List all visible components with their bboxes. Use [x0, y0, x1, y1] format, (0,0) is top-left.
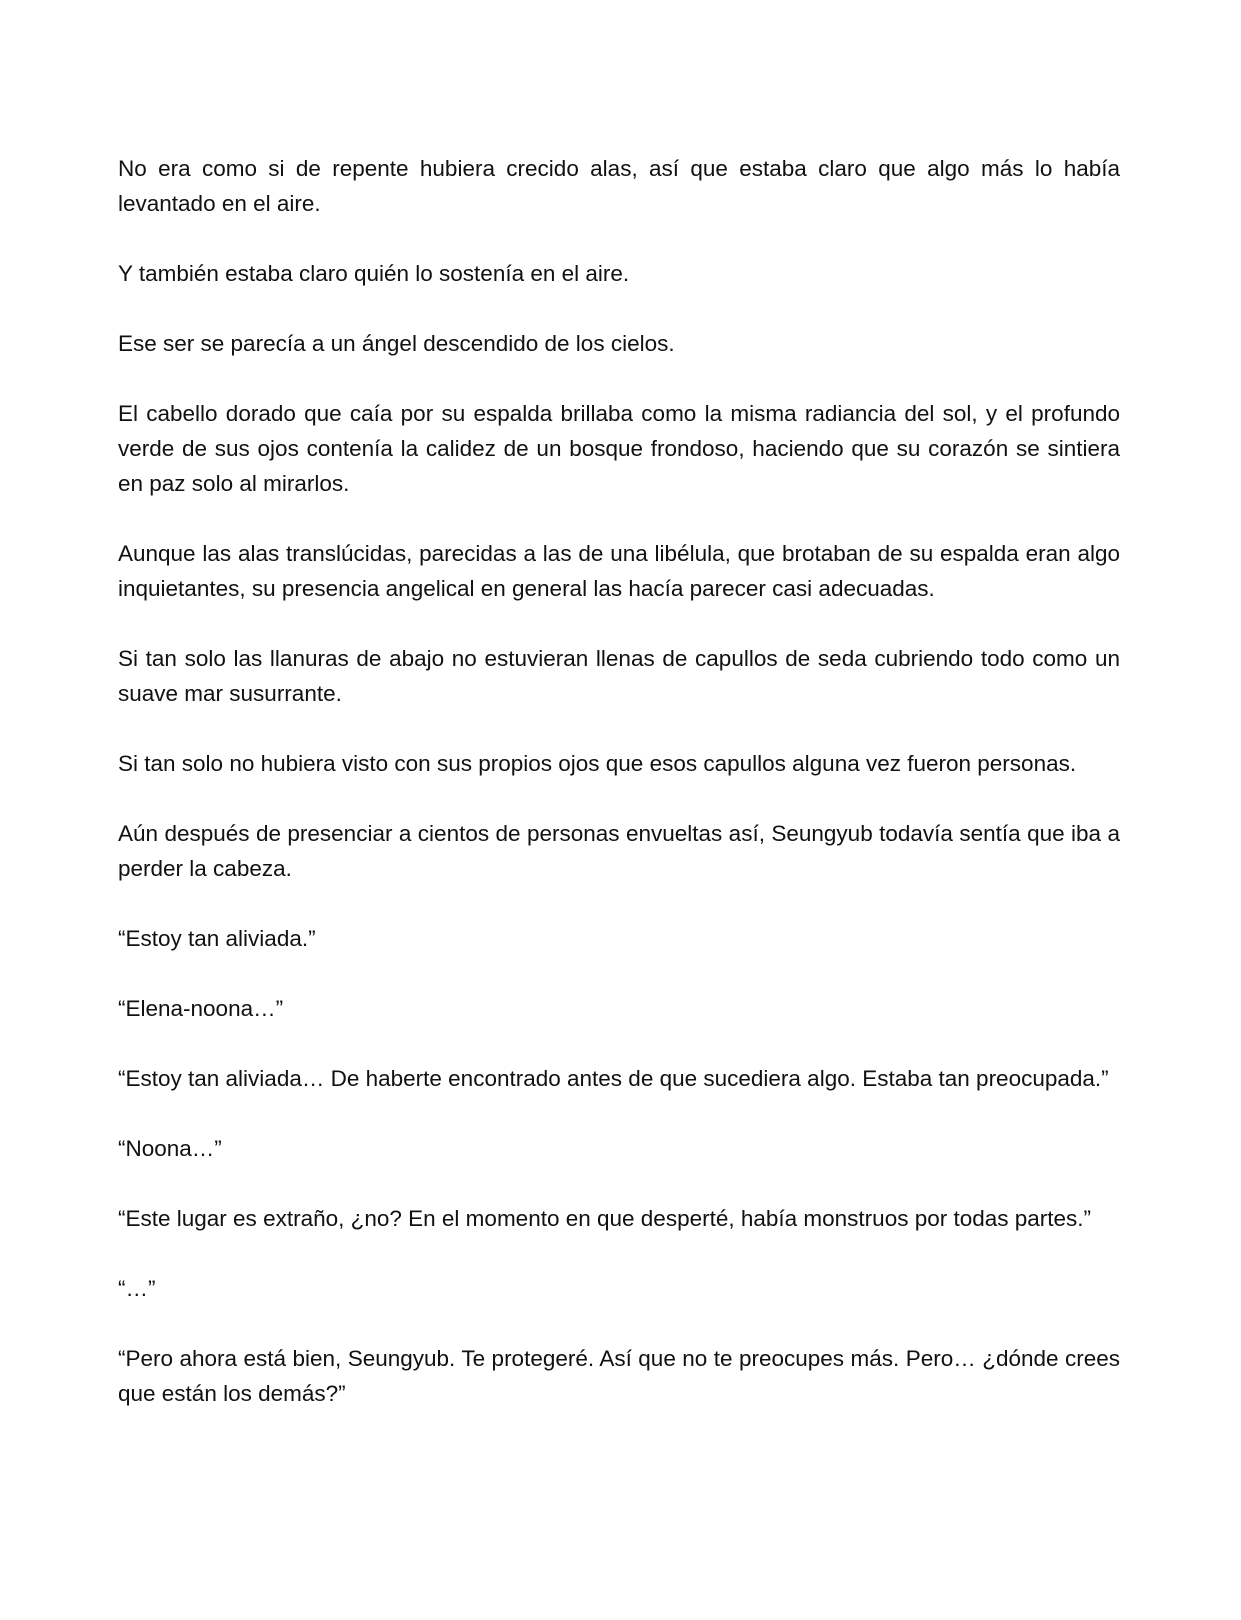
dialogue-line: “Este lugar es extraño, ¿no? En el momento en que desperté, había monstruos por todas partes.”	[118, 1206, 1092, 1231]
paragraph: Y también estaba claro quién lo sostenía en el aire.	[118, 261, 630, 286]
paragraph: Si tan solo no hubiera visto con sus propios ojos que esos capullos alguna vez fueron personas.	[118, 751, 1077, 776]
dialogue-line: “Estoy tan aliviada… De haberte encontrado antes de que sucediera algo. Estaba tan preocupada.”	[118, 1066, 1109, 1091]
paragraph: Aún después de presenciar a cientos de personas envueltas así, Seungyub todavía sentía que iba a perder la cabeza.	[118, 821, 1120, 881]
paragraph: Ese ser se parecía a un ángel descendido de los cielos.	[118, 331, 675, 356]
dialogue-line: “Pero ahora está bien, Seungyub. Te protegeré. Así que no te preocupes más. Pero… ¿dónde crees que están los demás?”	[118, 1346, 1120, 1406]
dialogue-line: “…”	[118, 1276, 156, 1301]
paragraph: No era como si de repente hubiera crecido alas, así que estaba claro que algo más lo había levantado en el aire.	[118, 156, 1120, 216]
paragraph: Si tan solo las llanuras de abajo no estuvieran llenas de capullos de seda cubriendo todo como un suave mar susurrante.	[118, 646, 1120, 706]
paragraph: El cabello dorado que caía por su espalda brillaba como la misma radiancia del sol, y el profundo verde de sus ojos contenía la calidez de un bosque frondoso, haciendo que su corazón se sintiera en paz solo al mirarlos.	[118, 401, 1120, 496]
dialogue-line: “Estoy tan aliviada.”	[118, 926, 316, 951]
document-body	[118, 151, 1120, 1446]
dialogue-line: “Noona…”	[118, 1136, 222, 1161]
dialogue-line: “Elena-noona…”	[118, 996, 284, 1021]
paragraph: Aunque las alas translúcidas, parecidas a las de una libélula, que brotaban de su espalda eran algo inquietantes, su presencia angelical en general las hacía parecer casi adecuadas.	[118, 541, 1120, 601]
